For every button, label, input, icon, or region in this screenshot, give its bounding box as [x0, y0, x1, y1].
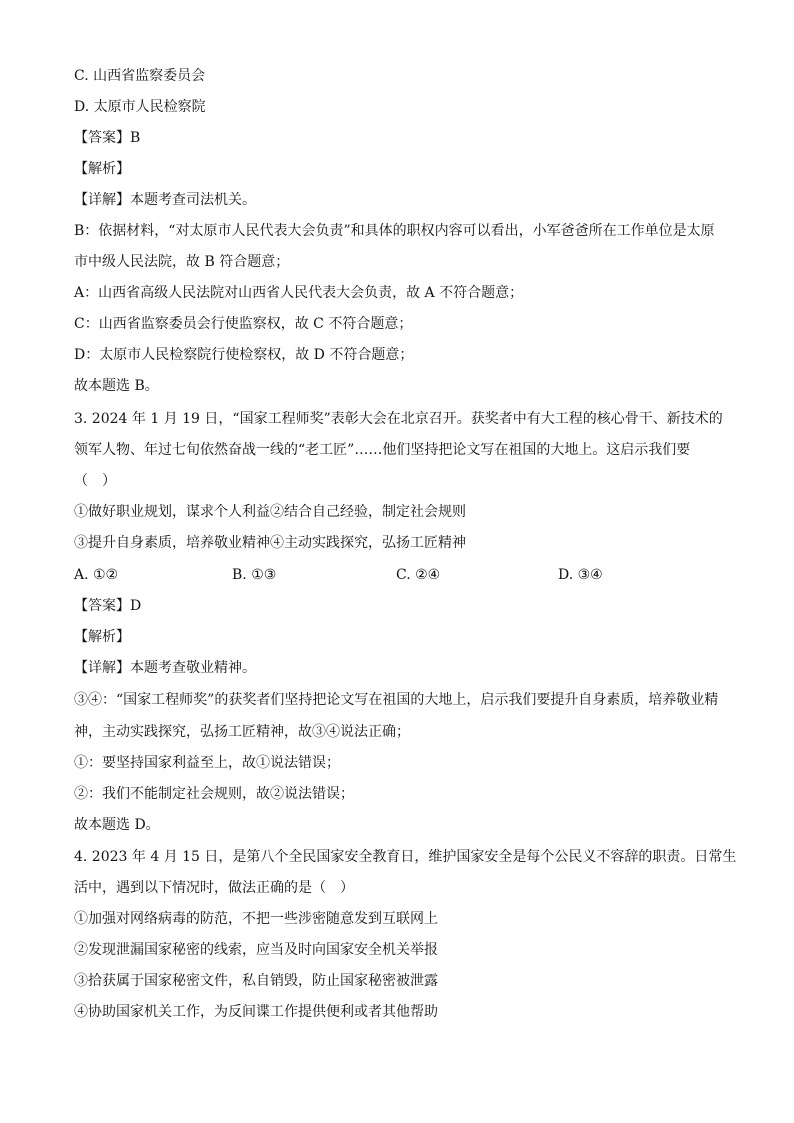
answer-line: 【答案】B: [74, 130, 141, 146]
question-3-stem: 领军人物、年过七旬依然奋战一线的“老工匠”……他们坚持把论文写在祖国的大地上。这启示我们要: [74, 442, 691, 458]
conclusion-line: 故本题选 D。: [74, 817, 160, 833]
explanation-line: A：山西省高级人民法院对山西省人民代表大会负责，故 A 不符合题意；: [74, 285, 524, 301]
question-3-stem: 3. 2024 年 1 月 19 日，“国家工程师奖”表彰大会在北京召开。获奖者中有大工程的核心骨干、新技术的: [74, 411, 723, 427]
explanation-line: B：依据材料，“对太原市人民代表大会负责”和具体的职权内容可以看出，小军爸爸所在工作单位是太原: [74, 223, 715, 239]
explanation-line: ③④：“国家工程师奖”的获奖者们坚持把论文写在祖国的大地上，启示我们要提升自身素质，培养敬业精: [74, 692, 719, 708]
answer-line: 【答案】D: [74, 598, 142, 614]
question-3-option-d: D. ③④: [558, 567, 603, 583]
question-3-option-a: A. ①②: [74, 567, 119, 583]
analysis-heading: 【解析】: [74, 629, 130, 645]
question-3-statement: ③提升自身素质，培养敬业精神④主动实践探究，弘扬工匠精神: [74, 535, 466, 551]
question-3-option-c: C. ②④: [396, 567, 441, 583]
explanation-line: ①：要坚持国家利益至上，故①说法错误；: [74, 755, 340, 771]
explanation-line: 市中级人民法院，故 B 符合题意；: [74, 254, 290, 270]
explanation-line: D：太原市人民检察院行使检察权，故 D 不符合题意；: [74, 347, 414, 363]
question-4-statement: ①加强对网络病毒的防范，不把一些涉密随意发到互联网上: [74, 911, 438, 927]
explanation-line: C：山西省监察委员会行使监察权，故 C 不符合题意；: [74, 316, 413, 332]
explanation-line: 神，主动实践探究，弘扬工匠精神，故③④说法正确；: [74, 724, 410, 740]
detail-line: 【详解】本题考查司法机关。: [74, 192, 256, 208]
option-d-line: D. 太原市人民检察院: [74, 99, 206, 115]
question-3-option-b: B. ①③: [232, 567, 277, 583]
question-3-statement: ①做好职业规划，谋求个人利益②结合自己经验，制定社会规则: [74, 504, 466, 520]
question-4-statement: ②发现泄漏国家秘密的线索，应当及时向国家安全机关举报: [74, 942, 438, 958]
option-c-line: C. 山西省监察委员会: [74, 68, 206, 84]
question-4-statement: ③拾获属于国家秘密文件，私自销毁，防止国家秘密被泄露: [74, 973, 438, 989]
detail-line: 【详解】本题考查敬业精神。: [74, 660, 256, 676]
question-3-blank: （ ）: [74, 473, 116, 489]
analysis-heading: 【解析】: [74, 161, 130, 177]
question-4-stem: 4. 2023 年 4 月 15 日，是第八个全民国家安全教育日，维护国家安全是每个公民义不容辞的职责。日常生: [74, 849, 737, 865]
explanation-line: ②：我们不能制定社会规则，故②说法错误；: [74, 786, 354, 802]
question-4-stem: 活中，遇到以下情况时，做法正确的是（ ）: [74, 880, 354, 896]
question-4-statement: ④协助国家机关工作，为反间谍工作提供便利或者其他帮助: [74, 1004, 438, 1020]
conclusion-line: 故本题选 B。: [74, 378, 159, 394]
